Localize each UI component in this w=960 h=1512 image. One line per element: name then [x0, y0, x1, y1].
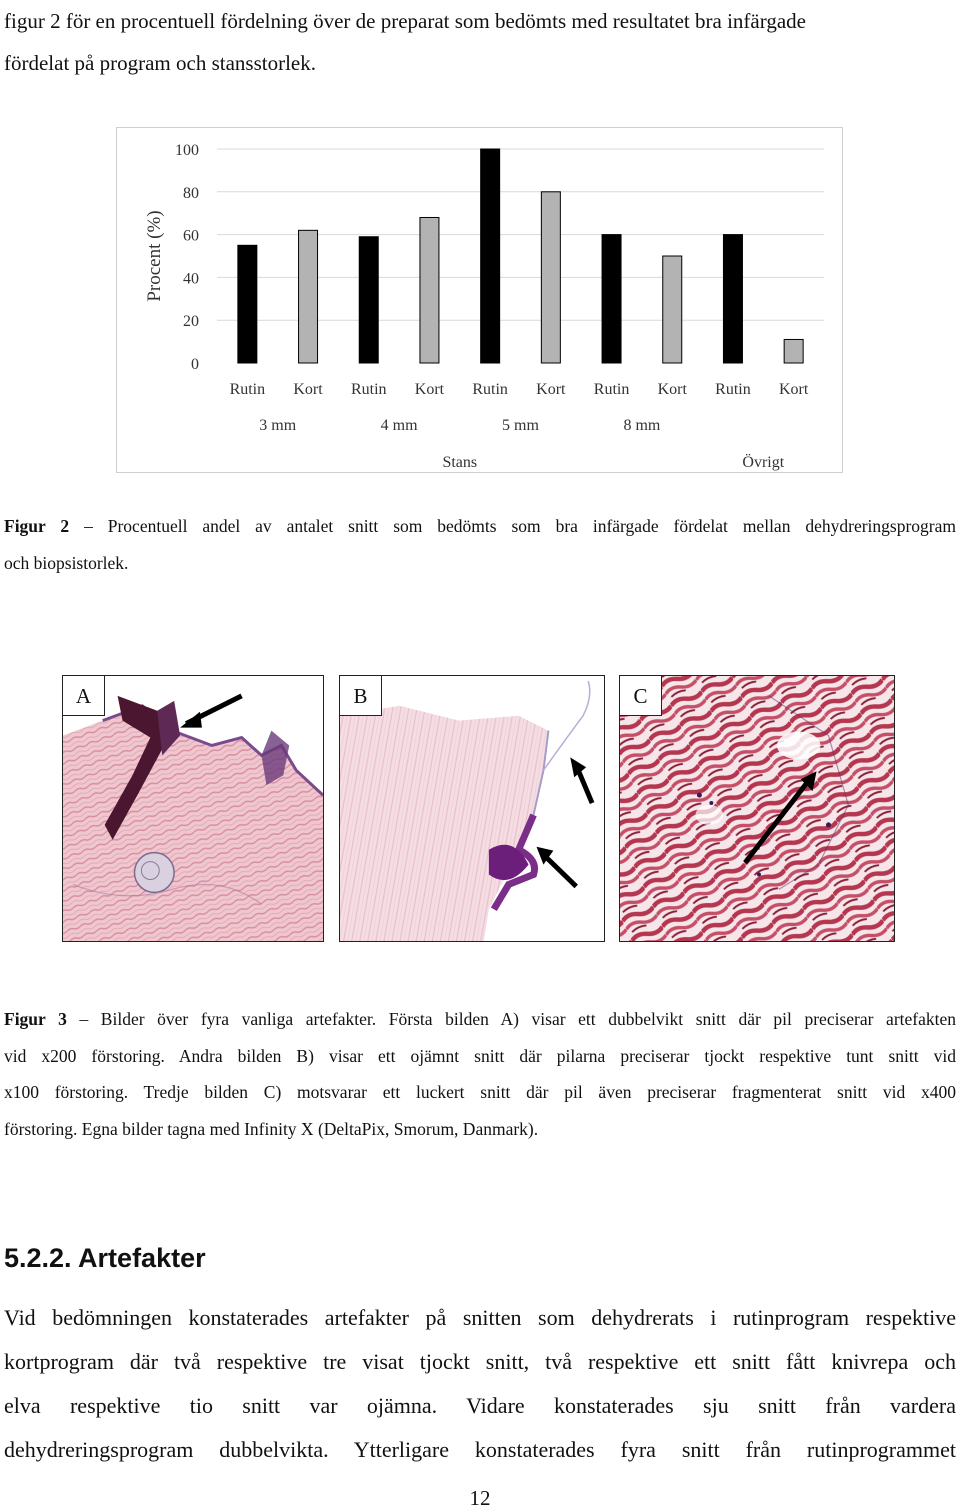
- page-number: 12: [469, 1486, 491, 1510]
- section-heading: 5.2.2. Artefakter: [4, 1243, 206, 1273]
- category-label: Rutin: [472, 381, 508, 398]
- y-tick-label: 20: [183, 313, 199, 331]
- figure-3-caption-line-4: förstoring. Egna bilder tagna med Infinity X (DeltaPix, Smorum, Danmark).: [4, 1118, 539, 1139]
- figure-2-caption: [4, 508, 956, 581]
- bar: [238, 245, 257, 363]
- figure-2-label: Figur 2: [4, 516, 70, 536]
- figure-2-caption-line-1: – Procentuell andel av antalet snitt som bedömts som bra infärgade fördelat mellan dehydreringsprogram: [84, 516, 957, 536]
- bar: [602, 235, 621, 363]
- group-label: 8 mm: [623, 417, 661, 434]
- y-tick-label: 0: [191, 356, 199, 373]
- intro-line-2: fördelat på program och stansstorlek.: [4, 51, 316, 75]
- group-label: 5 mm: [502, 417, 539, 434]
- bar: [299, 230, 318, 363]
- category-label: Kort: [536, 381, 566, 398]
- photo-label-b: B: [340, 676, 382, 716]
- figure-2-chart: [116, 127, 843, 473]
- section-body: [4, 1296, 956, 1472]
- top-label-ovrigt: Övrigt: [742, 454, 785, 471]
- figure-3-label: Figur 3: [4, 1009, 67, 1029]
- body-line-1: Vid bedömningen konstaterades artefakter på snitten som dehydrerats i rutinprogram respektive: [4, 1305, 956, 1330]
- figure-3-caption-line-3: x100 förstoring. Tredje bilden C) motsvarar ett luckert snitt där pil även preciserar fragmenterat snitt vid x400: [4, 1082, 956, 1102]
- micrograph-c: [619, 675, 895, 942]
- intro-paragraph: [4, 0, 956, 84]
- category-label: Kort: [657, 381, 687, 398]
- micrograph-b: [339, 675, 605, 942]
- figure-2-caption-line-2: och biopsistorlek.: [4, 552, 129, 573]
- y-axis-label: Procent (%): [144, 210, 165, 302]
- category-label: Rutin: [593, 381, 630, 398]
- group-label: 3 mm: [259, 417, 297, 434]
- intro-line-1: figur 2 för en procentuell fördelning över de preparat som bedömts med resultatet bra infärgade: [4, 9, 806, 33]
- bar: [541, 192, 560, 363]
- body-line-2: kortprogram där två respektive tre visat tjockt snitt, två respektive ett snitt fått knivrepa och: [4, 1349, 956, 1374]
- y-tick-label: 100: [175, 142, 199, 159]
- category-label: Rutin: [350, 381, 387, 398]
- figure-3-caption: [4, 1001, 956, 1147]
- bar: [723, 235, 742, 363]
- group-label: 4 mm: [380, 417, 418, 434]
- category-label: Kort: [293, 381, 323, 398]
- category-label: Kort: [414, 381, 445, 398]
- body-line-3: elva respektive tio snitt var ojämna. Vidare konstaterades sju snitt från vardera: [4, 1393, 956, 1418]
- photo-label-a: A: [63, 676, 105, 716]
- figure-3-caption-line-1: – Bilder över fyra vanliga artefakter. Första bilden A) visar ett dubbelvikt snitt där pil preciserar artefakten: [79, 1009, 956, 1029]
- category-label: Kort: [778, 381, 809, 398]
- y-tick-label: 80: [183, 184, 199, 202]
- bar: [663, 256, 682, 363]
- body-line-4: dehydreringsprogram dubbelvikta. Ytterligare konstaterades fyra snitt från rutinprogrammet: [4, 1437, 956, 1462]
- y-tick-label: 40: [183, 270, 199, 288]
- category-label: Rutin: [229, 381, 266, 398]
- photo-label-c: C: [620, 676, 662, 716]
- bar: [359, 237, 378, 363]
- figure-3-caption-line-2: vid x200 förstoring. Andra bilden B) visar ett ojämnt snitt där pilarna preciserar tjockt respektive tunt snitt vid: [4, 1045, 956, 1066]
- bar: [420, 217, 439, 363]
- micrograph-a: [62, 675, 324, 942]
- y-tick-label: 60: [183, 227, 199, 245]
- bar: [481, 149, 500, 363]
- bar-chart-svg: [117, 128, 844, 474]
- top-label-stans: Stans: [442, 454, 478, 471]
- bar: [784, 339, 803, 363]
- category-label: Rutin: [715, 381, 751, 398]
